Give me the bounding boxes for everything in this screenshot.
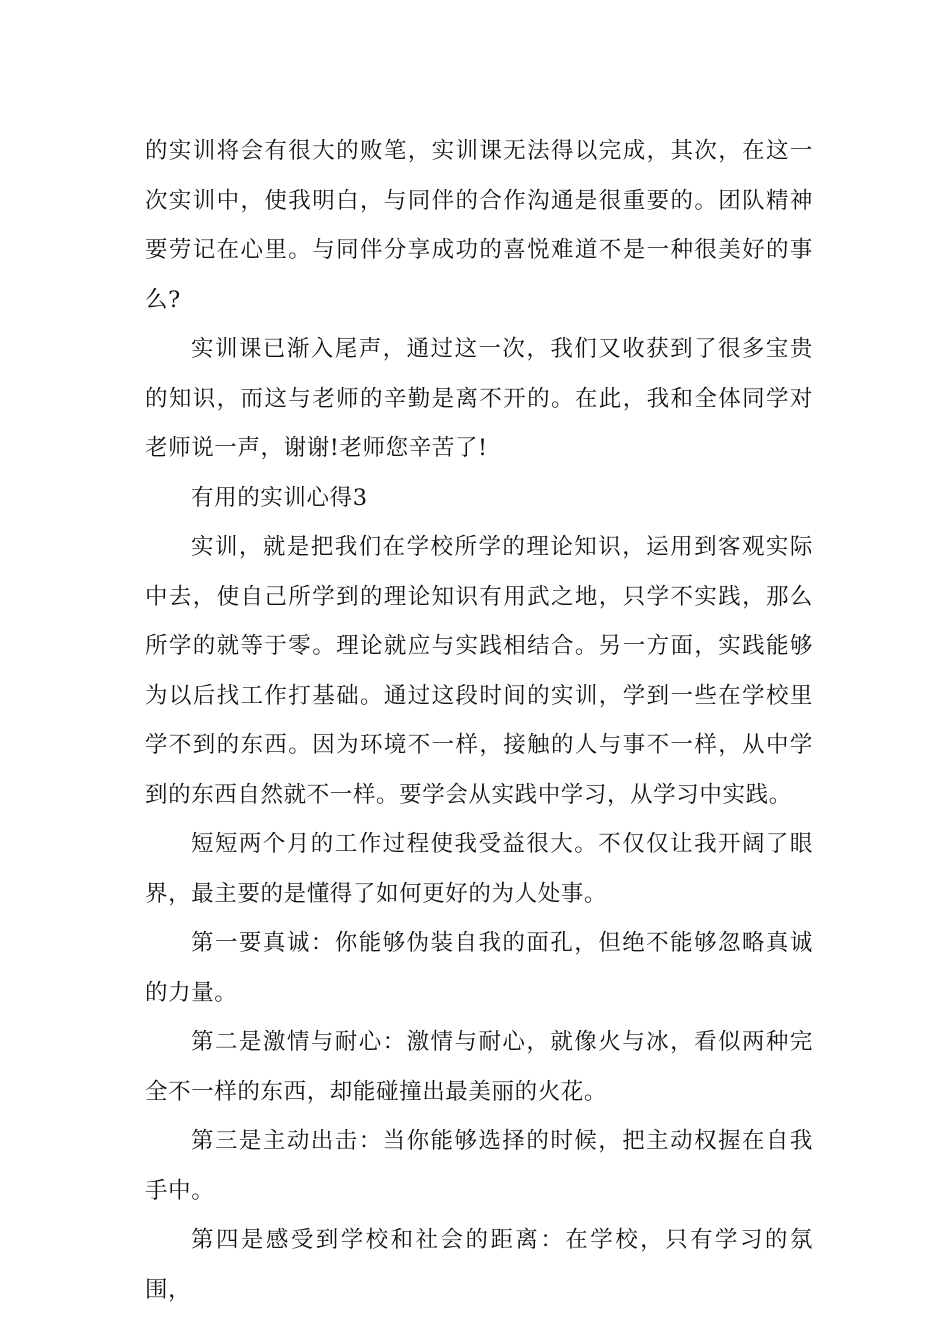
document-body <box>145 127 813 1315</box>
paragraph-conclusion: 实训课已渐入尾声，通过这一次，我们又收获到了很多宝贵的知识，而这与老师的辛勤是离不开的。在此，我和全体同学对老师说一声，谢谢!老师您辛苦了! <box>145 336 813 461</box>
paragraph-point-2: 第二是激情与耐心：激情与耐心，就像火与冰，看似两种完全不一样的东西，却能碰撞出最美丽的火花。 <box>145 1029 813 1105</box>
paragraph-intro: 实训，就是把我们在学校所学的理论知识，运用到客观实际中去，使自己所学到的理论知识有用武之地，只学不实践，那么所学的就等于零。理论就应与实践相结合。另一方面，实践能够为以后找工作打基础。通过这段时间的实训，学到一些在学校里学不到的东西。因为环境不一样，接触的人与事不一样，从中学到的东西自然就不一样。要学会从实践中学习，从学习中实践。 <box>145 534 813 808</box>
paragraph-summary: 短短两个月的工作过程使我受益很大。不仅仅让我开阔了眼界，最主要的是懂得了如何更好的为人处事。 <box>145 831 813 907</box>
section-heading: 有用的实训心得3 <box>191 484 368 511</box>
paragraph-point-1: 第一要真诚：你能够伪装自我的面孔，但绝不能够忽略真诚的力量。 <box>145 930 813 1006</box>
paragraph-continuation: 的实训将会有很大的败笔，实训课无法得以完成，其次，在这一次实训中，使我明白，与同伴的合作沟通是很重要的。团队精神要劳记在心里。与同伴分享成功的喜悦难道不是一种很美好的事么? <box>145 138 813 313</box>
paragraph-point-4: 第四是感受到学校和社会的距离：在学校，只有学习的氛围， <box>145 1227 813 1303</box>
paragraph-point-3: 第三是主动出击：当你能够选择的时候，把主动权握在自我手中。 <box>145 1128 813 1204</box>
